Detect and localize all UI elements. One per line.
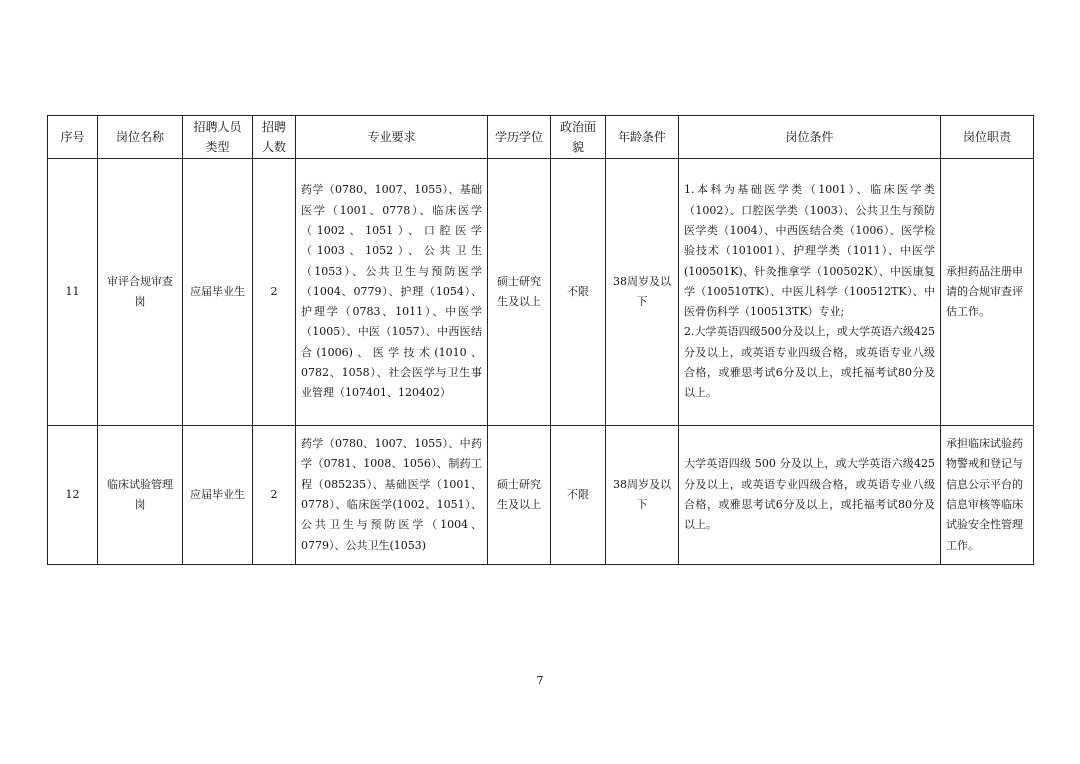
header-age: 年龄条件 — [606, 116, 679, 159]
cell-count: 2 — [253, 159, 296, 426]
header-staff-type: 招聘人员类型 — [183, 116, 253, 159]
header-post-name: 岗位名称 — [98, 116, 183, 159]
header-political: 政治面貌 — [551, 116, 606, 159]
cell-conditions — [679, 426, 941, 565]
cell-major: 药学（0780、1007、1055）、基础医学（1001、0778）、临床医学（1002、1051）、口腔医学（1003、1052）、公共卫生（1053）、公共卫生与预防医学（1004、0779）、护理（1054）、护理学（0783、1011）、中医学（1005）、中医（1057）、中西医结合(1006)、医学技术(1010、0782、1058）、社会医学与卫生事业管理（107401、120402） — [296, 159, 488, 426]
table-row — [48, 426, 1034, 565]
cell-staff-type: 应届毕业生 — [183, 159, 253, 426]
cell-staff-type: 应届毕业生 — [183, 426, 253, 565]
condition-item: 2.大学英语四级500分及以上，或大学英语六级425分及以上，或英语专业四级合格，或英语专业八级合格，或雅思考试6分及以上，或托福考试80分及以上。 — [684, 325, 935, 400]
cell-education: 硕士研究生及以上 — [488, 426, 551, 565]
header-conditions: 岗位条件 — [679, 116, 941, 159]
cell-age: 38周岁及以下 — [606, 159, 679, 426]
header-duties: 岗位职责 — [941, 116, 1034, 159]
recruitment-table — [47, 115, 1034, 565]
cell-post-name: 临床试验管理岗 — [98, 426, 183, 565]
cell-education: 硕士研究生及以上 — [488, 159, 551, 426]
cell-seq: 12 — [48, 426, 98, 565]
cell-seq: 11 — [48, 159, 98, 426]
cell-political: 不限 — [551, 426, 606, 565]
cell-post-name: 审评合规审查岗 — [98, 159, 183, 426]
header-education: 学历学位 — [488, 116, 551, 159]
header-major: 专业要求 — [296, 116, 488, 159]
cell-conditions — [679, 159, 941, 426]
header-count: 招聘人数 — [253, 116, 296, 159]
condition-item: 1.本科为基础医学类（1001）、临床医学类（1002）、口腔医学类（1003）、公共卫生与预防医学类（1004）、中西医结合类（1006）、医学检验技术（101001）、护理学类（1011）、中医学(100501K)、针灸推拿学（100502K）、中医康复学（100510TK）、中医儿科学（100512TK）、中医骨伤科学（100513TK）专业; — [684, 183, 935, 319]
condition-item: 大学英语四级 500 分及以上，或大学英语六级425分及以上，或英语专业四级合格，或英语专业八级合格，或雅思考试6分及以上，或托福考试80分及以上。 — [684, 457, 935, 532]
header-seq: 序号 — [48, 116, 98, 159]
header-row — [48, 116, 1034, 159]
cell-duties: 承担药品注册申请的合规审查评估工作。 — [941, 159, 1034, 426]
cell-major: 药学（0780、1007、1055）、中药学（0781、1008、1056）、制药工程（085235）、基础医学（1001、0778）、临床医学(1002、1051）、公共卫生与预防医学（1004、0779）、公共卫生(1053) — [296, 426, 488, 565]
page-number: 7 — [536, 674, 544, 687]
table-row — [48, 159, 1034, 426]
cell-count: 2 — [253, 426, 296, 565]
cell-age: 38周岁及以下 — [606, 426, 679, 565]
cell-duties: 承担临床试验药物警戒和登记与信息公示平台的信息审核等临床试验安全性管理工作。 — [941, 426, 1034, 565]
cell-political: 不限 — [551, 159, 606, 426]
